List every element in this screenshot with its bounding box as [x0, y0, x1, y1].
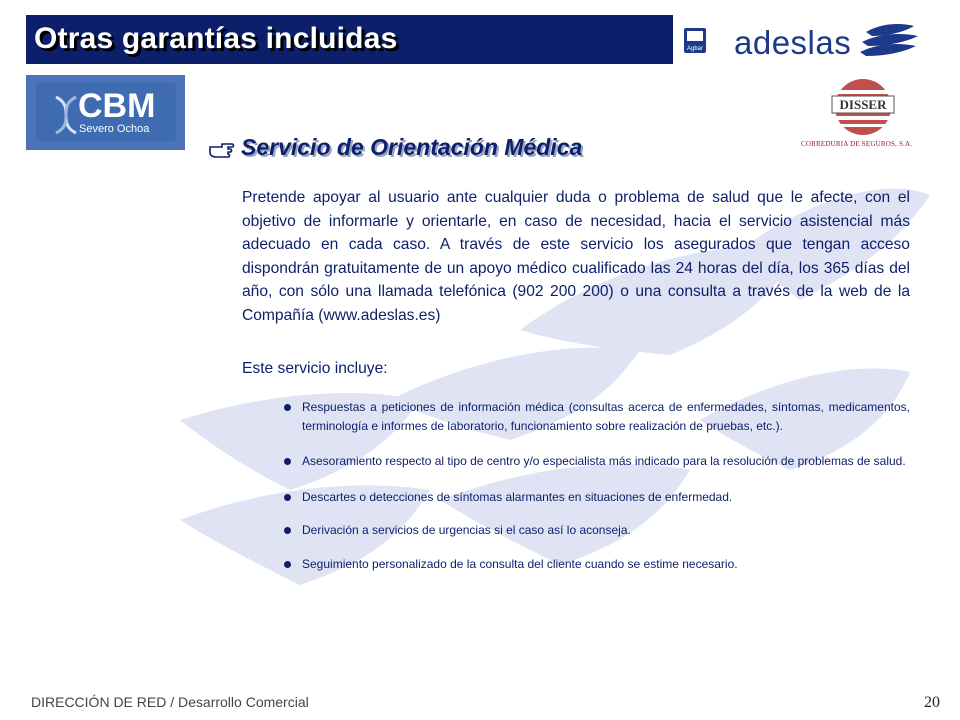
disser-logo-caption: CORREDURIA DE SEGUROS, S.A. [801, 140, 913, 148]
footer-department: DIRECCIÓN DE RED / Desarrollo Comercial [31, 694, 309, 710]
list-item [283, 521, 910, 540]
agbar-label: Agbar [686, 46, 703, 52]
included-services-list [283, 398, 910, 573]
title-bar [26, 15, 673, 64]
adeslas-waves-icon [858, 22, 928, 62]
disser-logo-name: DISSER [839, 97, 887, 112]
list-item-text: Asesoramiento respecto al tipo de centro y/o especialista más indicado para la resolución de problemas de salud. [302, 454, 906, 468]
list-item [283, 555, 910, 574]
bullet-icon [284, 527, 291, 534]
cbm-logo [26, 75, 185, 150]
cbm-logo-name: CBM [78, 87, 156, 125]
list-item-text: Seguimiento personalizado de la consulta del cliente cuando se estime necesario. [302, 556, 738, 571]
dna-helix-icon [52, 95, 80, 135]
page-number: 20 [924, 694, 940, 711]
bullet-icon [284, 561, 291, 568]
bullet-icon [284, 404, 291, 411]
intro-paragraph: Pretende apoyar al usuario ante cualquier duda o problema de salud que le afecte, con el objetivo de informarle y orientarle, en caso de necesidad, hacia el servicio asistencial más adecuado en cada caso. A través de este servicio los asegurados que tengan acceso dispondrán gratuitamente de un apoyo médico cualificado las 24 horas del día, los 365 días del año, con sólo una llamada telefónica (902 200 200) o una consulta a través de la web de la Compañía (www.adeslas.es) [242, 189, 910, 324]
disser-logo [828, 76, 898, 138]
bullet-icon [284, 494, 291, 501]
list-item-text: Respuestas a peticiones de información médica (consultas acerca de enfermedades, síntomas, medicamentos, terminología e informes de laboratorio, funcionamiento sobre realización de pruebas, etc.). [302, 400, 910, 433]
agbar-logo [684, 28, 706, 53]
agbar-mark-icon [687, 31, 703, 41]
pointing-hand-icon [208, 139, 236, 159]
list-item [283, 452, 910, 471]
cbm-logo-subtitle: Severo Ochoa [79, 123, 150, 135]
adeslas-logo-text: adeslas [734, 24, 852, 61]
list-item [283, 488, 910, 507]
page-title: Otras garantías incluidas [34, 22, 398, 55]
list-item [283, 398, 910, 435]
section-heading-text: Servicio de Orientación Médica [241, 134, 583, 160]
list-item-text: Derivación a servicios de urgencias si el caso así lo aconseja. [302, 523, 631, 537]
list-item-text: Descartes o detecciones de síntomas alarmantes en situaciones de enfermedad. [302, 489, 733, 504]
bullet-icon [284, 458, 291, 465]
includes-label: Este servicio incluye: [242, 360, 388, 377]
